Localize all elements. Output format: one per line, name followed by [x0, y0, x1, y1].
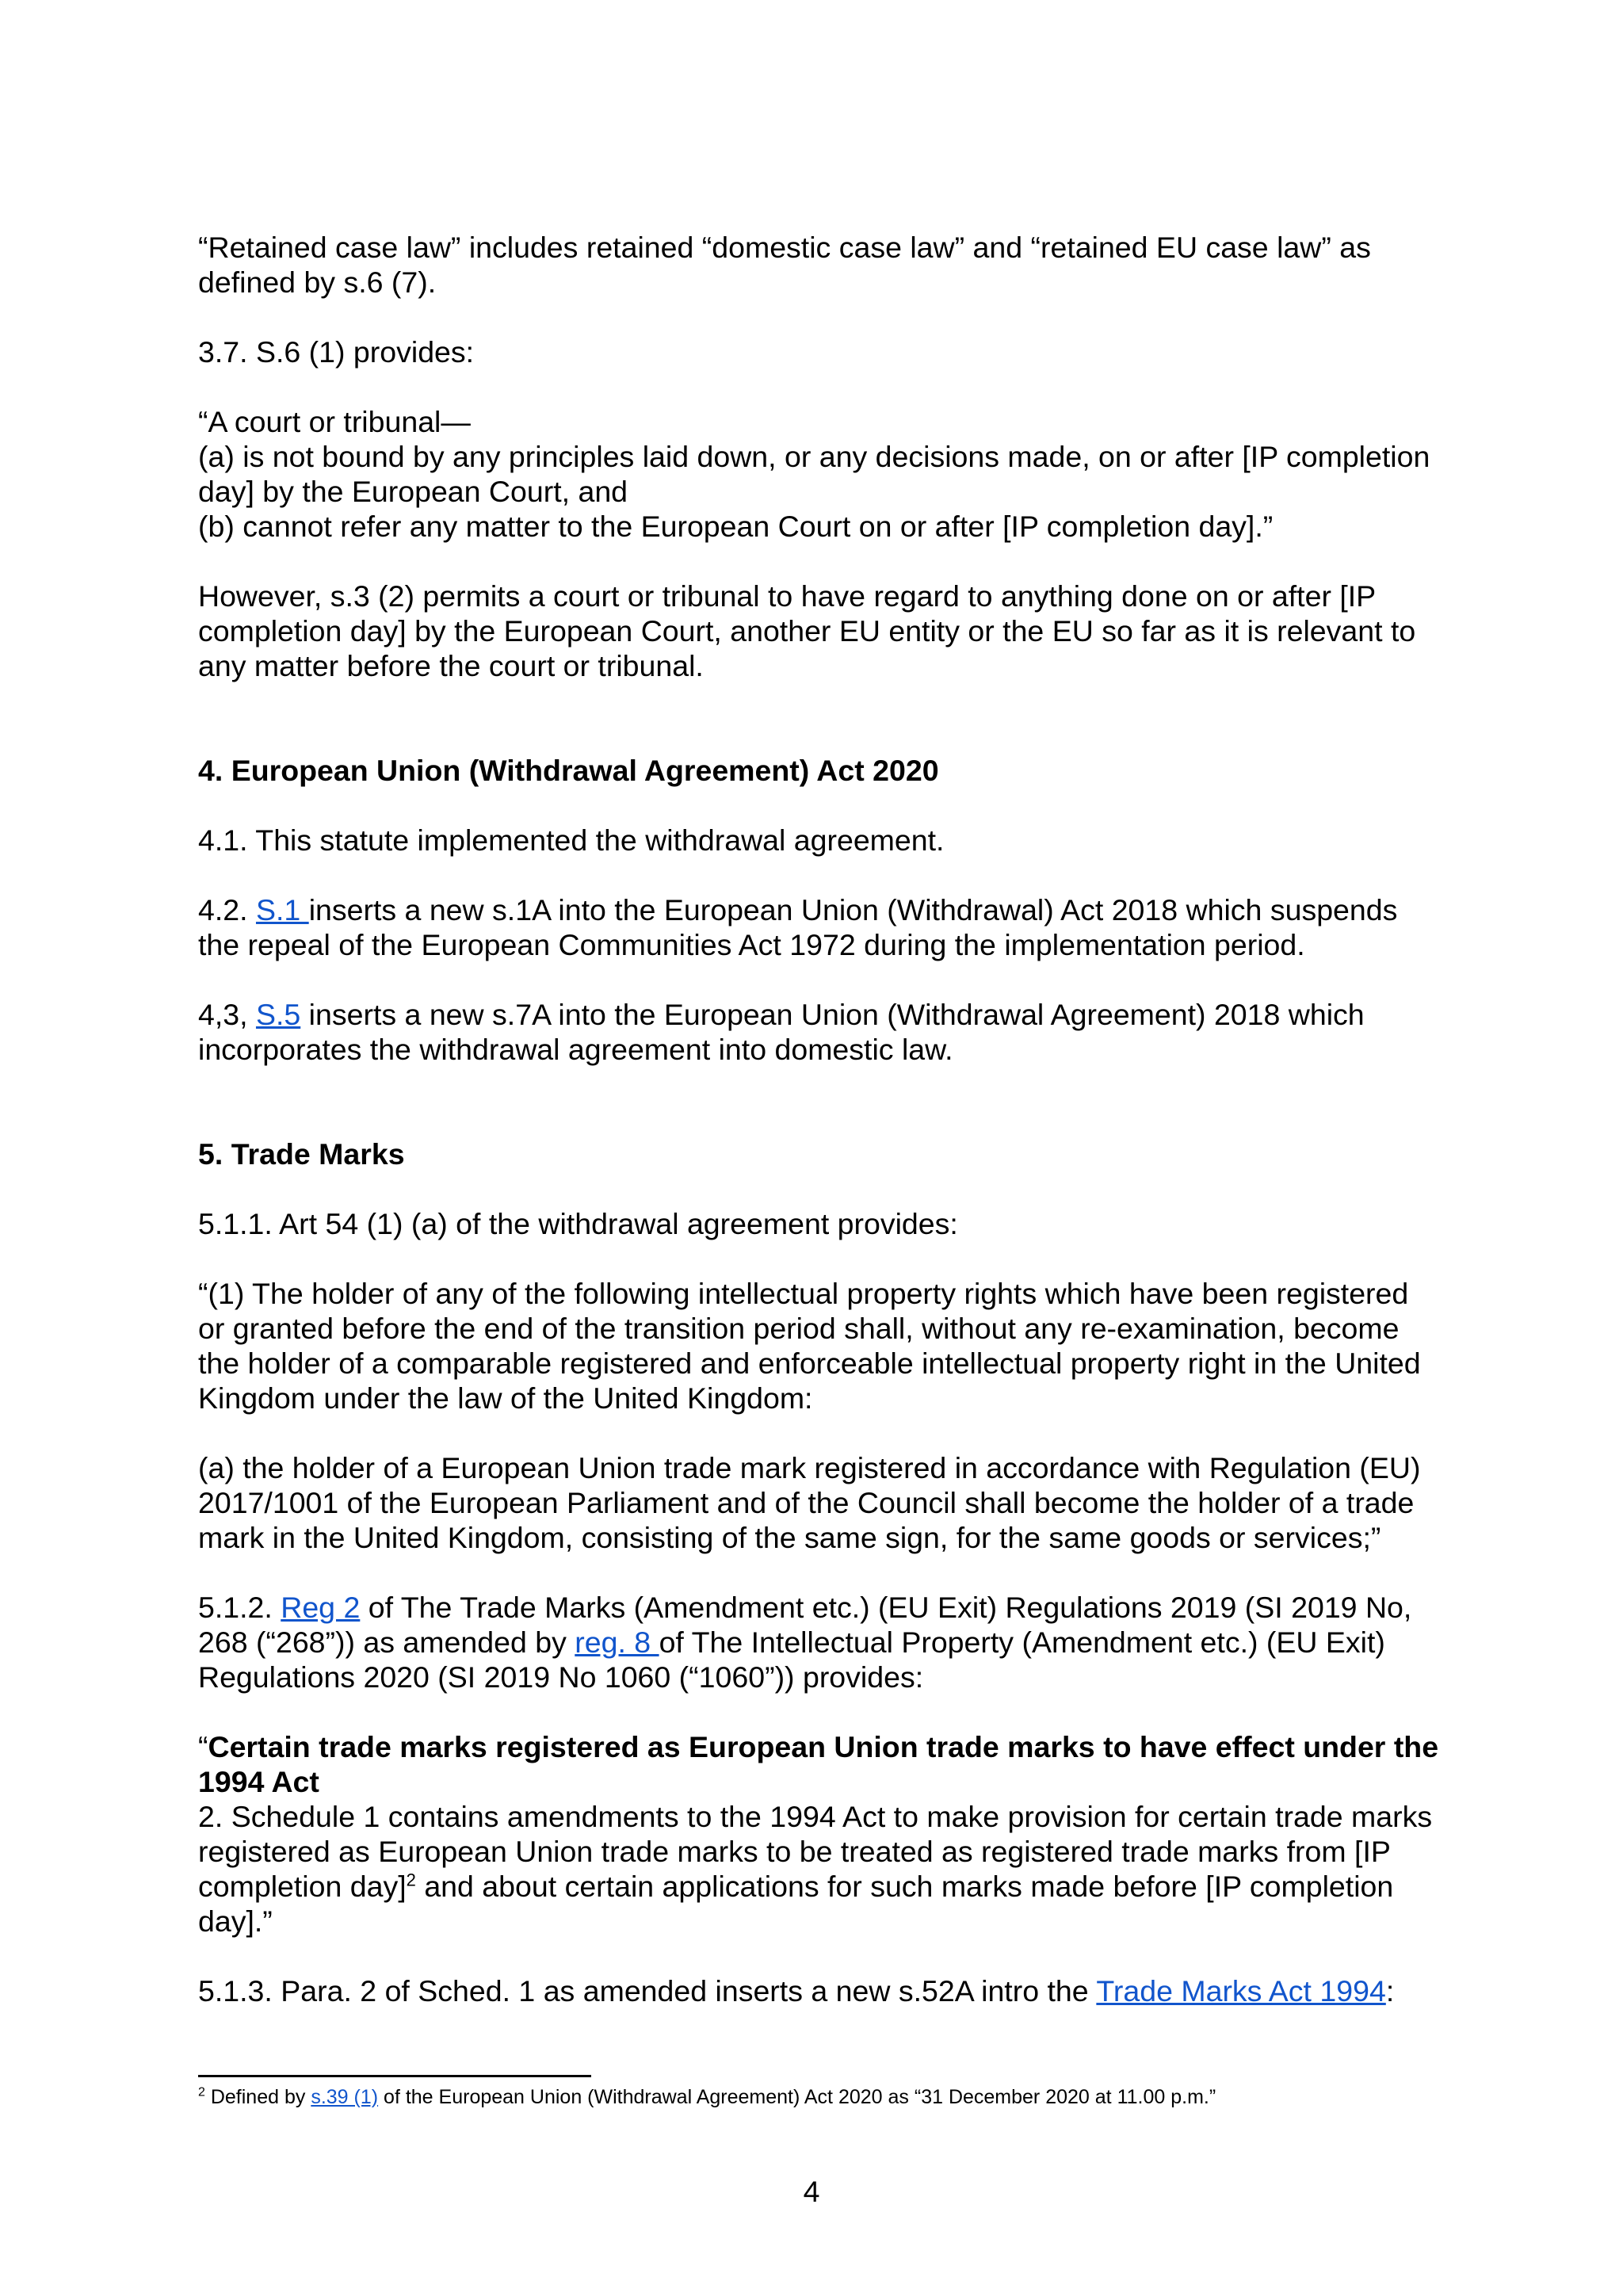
paragraph-5-1-1: 5.1.1. Art 54 (1) (a) of the withdrawal agreement provides: [198, 1207, 958, 1240]
paragraph-4-1: 4.1. This statute implemented the withdrawal agreement. [198, 823, 945, 857]
paragraph-text: of The Intellectual Property (Amendment etc.) (EU Exit) Regulations 2020 (SI 2019 No 1060 (“1060”)) provides: [198, 1626, 1385, 1694]
paragraph-4-3 [198, 997, 1442, 1067]
paragraph-text: and about certain applications for such marks made before [IP completion day].” [198, 1870, 1394, 1938]
paragraph-number: 4,3, [198, 998, 256, 1031]
s1-link[interactable]: S.1 [255, 893, 309, 926]
paragraph-text: inserts a new s.1A into the European Union (Withdrawal) Act 2018 which suspends the repeal of the European Communities Act 1972 during the implementation period. [198, 893, 1398, 961]
quote-line: “A court or tribunal— [198, 405, 471, 438]
quote-art-54-1: “(1) The holder of any of the following intellectual property rights which have been registered or granted before the end of the transition period shall, without any re-examination, become the holder of a comparable registered and enforceable intellectual property right in the United Kingdom under the law of the United Kingdom: [198, 1277, 1421, 1415]
paragraph-5-1-3 [198, 1973, 1442, 2008]
reg-2-link[interactable]: Reg 2 [281, 1591, 361, 1624]
paragraph-number: 5.1.2. [198, 1591, 281, 1624]
quote-heading [198, 1729, 1442, 1799]
paragraph-5-1-2 [198, 1590, 1442, 1694]
paragraph-4-2 [198, 892, 1442, 962]
page-number: 4 [803, 2175, 820, 2208]
section-4-heading: 4. European Union (Withdrawal Agreement) Act 2020 [198, 754, 939, 787]
paragraph-number: 4.2. [198, 893, 256, 926]
paragraph-text: inserts a new s.7A into the European Union (Withdrawal Agreement) 2018 which incorporates the withdrawal agreement into domestic law. [198, 998, 1365, 1066]
document-body [198, 230, 1442, 2008]
paragraph-text: of The Trade Marks (Amendment etc.) (EU Exit) Regulations 2019 (SI 2019 No, 268 (“268”)) as amended by [198, 1591, 1412, 1659]
quote-line: (a) is not bound by any principles laid down, or any decisions made, on or after [IP completion day] by the European Court, and [198, 440, 1430, 508]
footnote-separator [198, 2075, 591, 2077]
bold-heading: Certain trade marks registered as European Union trade marks to have effect under the 1994 Act [198, 1730, 1439, 1798]
paragraph-text: 5.1.3. Para. 2 of Sched. 1 as amended inserts a new s.52A intro the [198, 1974, 1097, 2008]
paragraph-3-7: 3.7. S.6 (1) provides: [198, 335, 475, 369]
retained-case-law-paragraph: “Retained case law” includes retained “domestic case law” and “retained EU case law” as defined by s.6 (7). [198, 231, 1371, 299]
quote-line: (b) cannot refer any matter to the European Court on or after [IP completion day].” [198, 510, 1274, 543]
footnote-reference[interactable]: 2 [406, 1870, 416, 1890]
open-quote: “ [198, 1730, 208, 1763]
footnote-text: of the European Union (Withdrawal Agreement) Act 2020 as “31 December 2020 at 11.00 p.m.” [378, 2086, 1216, 2108]
footnote-text: Defined by [204, 2086, 311, 2108]
footnote [198, 2084, 1442, 2110]
paragraph-text: 2. Schedule 1 contains amendments to the 1994 Act to make provision for certain trade marks registered as European Union trade marks to be treated as registered trade marks from [IP completion day] [198, 1800, 1433, 1903]
schedule-paragraph [198, 1799, 1442, 1939]
reg-8-link[interactable]: reg. 8 [575, 1626, 659, 1659]
however-paragraph: However, s.3 (2) permits a court or tribunal to have regard to anything done on or after [IP completion day] by the European Court, another EU entity or the EU so far as it is relevant to any matter before the court or tribunal. [198, 579, 1416, 682]
s39-link[interactable]: s.39 (1) [311, 2086, 379, 2108]
s5-link[interactable]: S.5 [255, 998, 301, 1031]
section-5-heading: 5. Trade Marks [198, 1137, 405, 1171]
quote-reg-2 [198, 1729, 1442, 1939]
trade-marks-act-link[interactable]: Trade Marks Act 1994 [1096, 1974, 1386, 2008]
footnote-marker: 2 [198, 2085, 205, 2099]
quote-s6-1 [198, 404, 1442, 544]
quote-art-54-1-a: (a) the holder of a European Union trade mark registered in accordance with Regulation (EU) 2017/1001 of the European Parliament and of the Council shall become the holder of a trade mark in the United Kingdom, consisting of the same sign, for the same goods or services;” [198, 1451, 1421, 1554]
paragraph-text: : [1385, 1974, 1395, 2008]
